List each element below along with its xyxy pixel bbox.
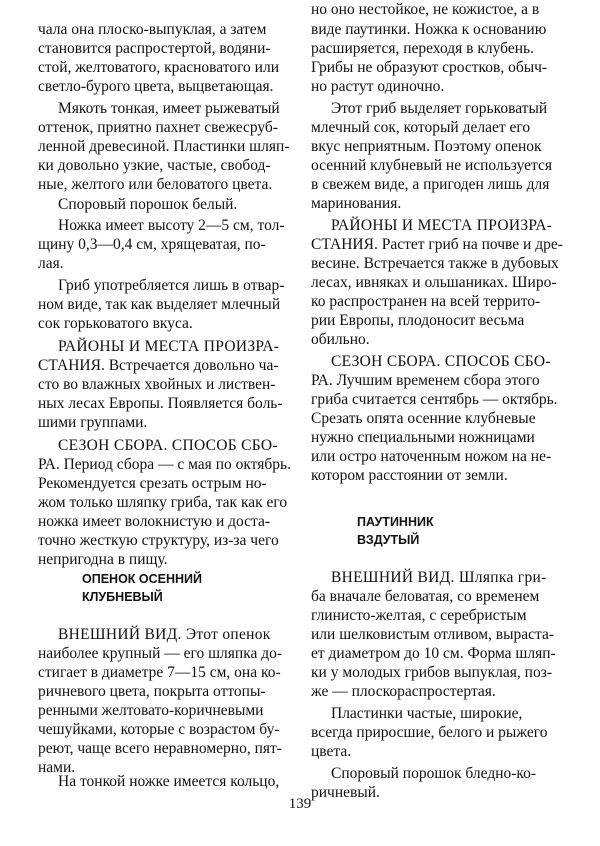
- text-line: всегда приросшие, белого и рыжего: [311, 724, 548, 741]
- text-line: ричневого цвета, покрыта оттопы-: [38, 683, 266, 700]
- text-line: ных лесах Европы. Появляется боль-: [38, 395, 283, 412]
- text-line: становится распростертой, водяни-: [38, 40, 271, 57]
- text-line: Ножка имеет высоту 2—5 см, тол-: [58, 217, 285, 234]
- text-line: глинисто-желтая, с серебристым: [311, 607, 527, 624]
- section-heading: ОПЕНОК ОСЕННИЙ: [82, 572, 203, 586]
- text-line: чала она плоско-выпуклая, а затем: [38, 21, 267, 38]
- text-line: ко распространен на всей террито-: [311, 293, 541, 310]
- text-line: Мякоть тонкая, имеет рыжеватый: [58, 100, 280, 117]
- text-line: ет диаметром до 10 см. Форма шляп-: [311, 645, 556, 662]
- section-heading: ВЗДУТЫЙ: [357, 533, 420, 547]
- section-lead: СЕЗОН СБОРА. СПОСОБ СБО-: [58, 437, 278, 454]
- text-line: обильно.: [311, 331, 370, 348]
- text-line: стигает в диаметре 7—15 см, она ко-: [38, 664, 281, 681]
- text-line: расширяется, переходя в клубень.: [311, 40, 534, 57]
- text-line: котором расстоянии от земли.: [311, 467, 508, 484]
- text-line: Грибы не образуют сростков, обыч-: [311, 59, 548, 76]
- section-lead: РАЙОНЫ И МЕСТА ПРОИЗРА-: [331, 217, 553, 234]
- text-line: ричневый.: [311, 784, 380, 801]
- text-line: или шелковистым отливом, выраста-: [311, 626, 555, 643]
- text-line: виде паутинки. Ножка к основанию: [311, 21, 547, 38]
- page-number: 139: [288, 796, 312, 812]
- text-line: СТАНИЯ. Встречается довольно ча-: [38, 357, 279, 374]
- section-lead: ВНЕШНИЙ ВИД. Шляпка гри-: [331, 569, 547, 586]
- text-line: гриба считается сентябрь — октябрь.: [311, 391, 558, 408]
- section-lead: ВНЕШНИЙ ВИД. Этот опенок: [58, 626, 271, 643]
- text-line: маринования.: [311, 195, 402, 212]
- text-line: ном виде, так как выделяет млечный: [38, 296, 281, 313]
- text-line: в свежем виде, а пригоден лишь для: [311, 176, 550, 193]
- text-line: но растут одиночно.: [311, 78, 445, 95]
- text-line: Срезать опята осенние клубневые: [311, 410, 536, 427]
- text-line: светло-бурого цвета, выцветающая.: [38, 78, 274, 95]
- text-line: лая.: [38, 255, 64, 272]
- text-line: жом только шляпку гриба, так как его: [38, 494, 288, 511]
- text-line: РА. Период сбора — с мая по октябрь.: [38, 456, 291, 473]
- text-line: но оно нестойкое, не кожистое, а в: [311, 1, 540, 18]
- text-line: чешуйками, которые с возрастом бу-: [38, 721, 280, 738]
- text-line: ренными желтовато-коричневыми: [38, 702, 264, 719]
- text-line: оттенок, приятно пахнет свежесруб-: [38, 119, 278, 136]
- text-line: стой, желтоватого, красноватого или: [38, 59, 279, 76]
- text-line: рии Европы, плодоносит весьма: [311, 312, 525, 329]
- text-line: ленной древесиной. Пластинки шляп-: [38, 138, 290, 155]
- text-line: нами.: [38, 759, 76, 776]
- text-line: щину 0,3—0,4 см, хрящеватая, по-: [38, 236, 266, 253]
- text-line: лесах, ивняках и ольшаниках. Широ-: [311, 274, 557, 291]
- section-lead: РАЙОНЫ И МЕСТА ПРОИЗРА-: [58, 338, 280, 355]
- text-line: точно жесткую структуру, из-за чего: [38, 532, 279, 549]
- text-line: Рекомендуется срезать острым но-: [38, 475, 267, 492]
- text-line: ки у молодых грибов выпуклая, поз-: [311, 664, 553, 681]
- section-heading: ПАУТИННИК: [357, 515, 434, 529]
- text-line: непригодна в пищу.: [38, 551, 168, 568]
- text-line: ные, желтого или беловатого цвета.: [38, 176, 273, 193]
- text-line: сто во влажных хвойных и листвен-: [38, 376, 276, 393]
- text-line: ножка имеет волокнистую и доста-: [38, 513, 271, 530]
- text-line: цвета.: [311, 743, 352, 760]
- text-line: весине. Встречается также в дубовых: [311, 255, 559, 272]
- text-line: Этот гриб выделяет горьковатый: [331, 100, 548, 117]
- section-heading: КЛУБНЕВЫЙ: [82, 590, 163, 604]
- text-line: шими группами.: [38, 414, 148, 431]
- text-line: Споровый порошок бледно-ко-: [331, 765, 537, 782]
- text-line: нужно специальными ножницами: [311, 429, 535, 446]
- text-line: наиболее крупный — его шляпка до-: [38, 645, 283, 662]
- text-line: ки довольно узкие, частые, свобод-: [38, 157, 271, 174]
- text-line: осенний клубневый не используется: [311, 157, 552, 174]
- text-line: Пластинки частые, широкие,: [331, 705, 523, 722]
- text-line: СТАНИЯ. Растет гриб на почве и дре-: [311, 236, 563, 253]
- text-line: РА. Лучшим временем сбора этого: [311, 372, 540, 389]
- text-line: вкус неприятным. Поэтому опенок: [311, 138, 542, 155]
- text-line: На тонкой ножке имеется кольцо,: [58, 773, 280, 790]
- text-line: Гриб употребляется лишь в отвар-: [58, 277, 285, 294]
- text-line: же — плоскораспростертая.: [311, 683, 496, 700]
- text-line: или остро наточенным ножом на не-: [311, 448, 552, 465]
- text-line: сок горьковатого вкуса.: [38, 315, 193, 332]
- section-lead: СЕЗОН СБОРА. СПОСОБ СБО-: [331, 353, 551, 370]
- text-line: ба вначале беловатая, со временем: [311, 588, 540, 605]
- text-line: Споровый порошок белый.: [58, 196, 238, 213]
- text-line: реют, чаще всего неравномерно, пят-: [38, 740, 282, 757]
- text-line: млечный сок, который делает его: [311, 119, 531, 136]
